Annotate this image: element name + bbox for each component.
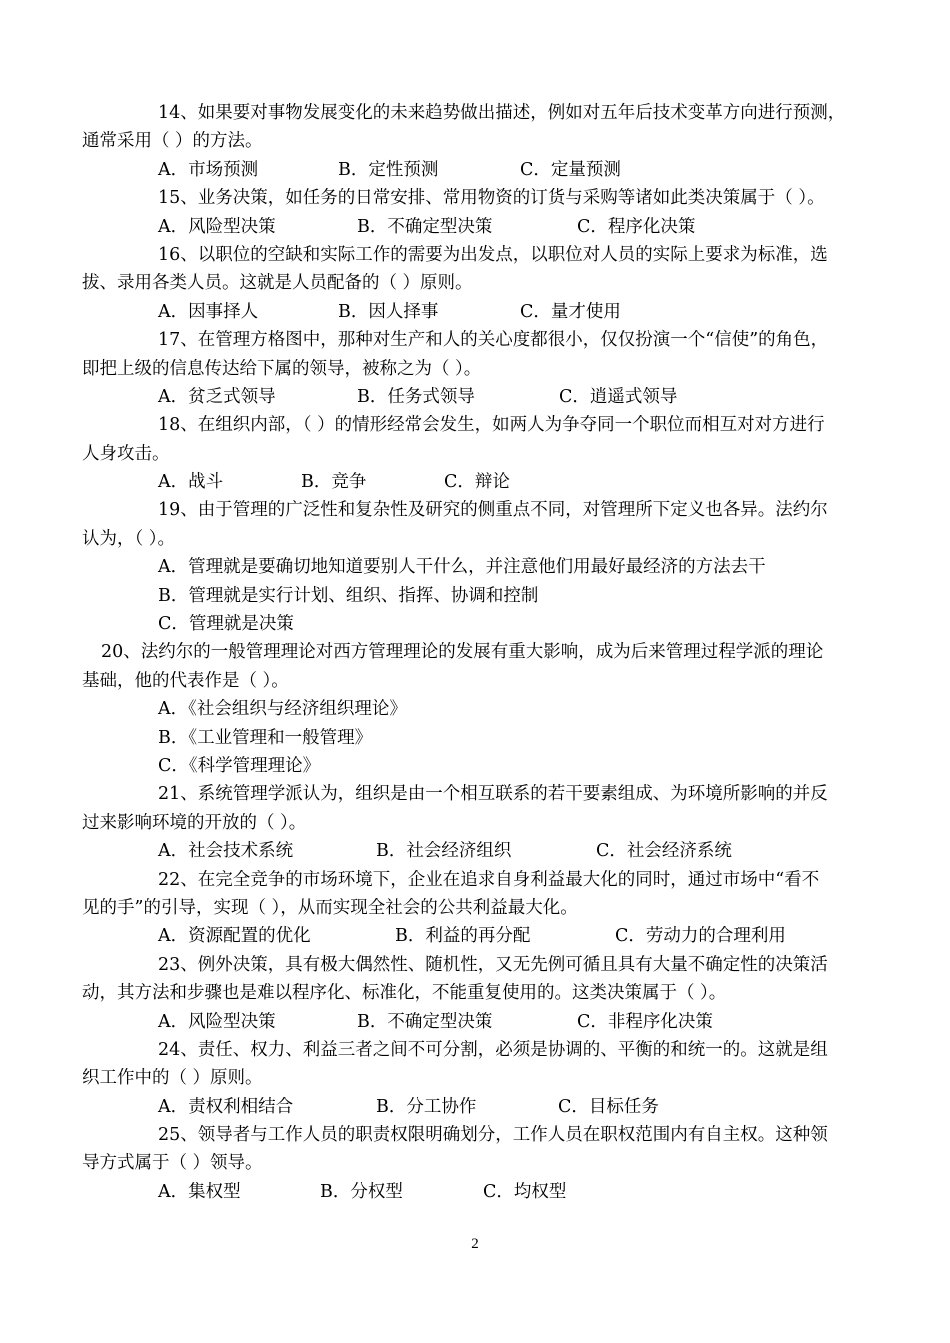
option-b: B．《工业管理和一般管理》 — [158, 727, 373, 748]
option-c: C．逍遥式领导 — [559, 386, 678, 407]
option-a: A．社会技术系统 — [158, 841, 294, 862]
option-c: C．《科学管理理论》 — [158, 755, 321, 776]
option-row — [82, 922, 888, 950]
question-text: 20、法约尔的一般管理理论对西方管理理论的发展有重大影响，成为后来管理过程学派的理论 — [101, 642, 824, 663]
question-text: 16、以职位的空缺和实际工作的需要为出发点，以职位对人员的实际上要求为标准，选 — [158, 244, 828, 265]
option-a: A．集权型 — [158, 1181, 241, 1202]
question-24 — [82, 1036, 888, 1121]
question-text: 过来影响环境的开放的（ ）。 — [82, 812, 307, 833]
option-b: B．不确定型决策 — [357, 216, 493, 237]
option-c: C．定量预测 — [520, 159, 621, 180]
option-row — [82, 1093, 888, 1121]
question-14 — [82, 99, 888, 184]
page-number: 2 — [471, 1236, 479, 1252]
option-c: C．社会经济系统 — [596, 841, 732, 862]
question-text: 认为，（ ）。 — [82, 528, 176, 549]
option-row — [82, 213, 888, 241]
option-c: C．均权型 — [483, 1181, 567, 1202]
question-text: 人身攻击。 — [82, 443, 170, 464]
question-text: 19、由于管理的广泛性和复杂性及研究的侧重点不同，对管理所下定义也各异。法约尔 — [158, 500, 828, 521]
question-text: 25、领导者与工作人员的职责权限明确划分，工作人员在职权范围内有自主权。这种领 — [158, 1125, 828, 1146]
option-c: C．量才使用 — [520, 301, 621, 322]
question-text: 基础，他的代表作是（ ）。 — [82, 670, 289, 691]
option-row — [82, 1178, 888, 1206]
option-row — [82, 1008, 888, 1036]
question-text: 21、系统管理学派认为，组织是由一个相互联系的若干要素组成、为环境所影响的并反 — [158, 784, 828, 805]
option-a: A．贫乏式领导 — [158, 386, 276, 407]
option-row — [82, 837, 888, 865]
option-a: A．责权利相结合 — [158, 1096, 294, 1117]
option-b: B．竞争 — [301, 472, 367, 493]
question-18 — [82, 411, 888, 496]
option-b: B．定性预测 — [338, 159, 439, 180]
option-row — [82, 383, 888, 411]
question-25 — [82, 1121, 888, 1206]
option-a: A．市场预测 — [158, 159, 259, 180]
question-text: 导方式属于（ ）领导。 — [82, 1153, 263, 1174]
question-text: 通常采用（ ）的方法。 — [82, 131, 263, 152]
question-16 — [82, 241, 888, 326]
question-text: 织工作中的（ ）原则。 — [82, 1068, 263, 1089]
option-b: B．管理就是实行计划、组织、指挥、协调和控制 — [158, 585, 539, 606]
option-row — [82, 298, 888, 326]
option-a: A．风险型决策 — [158, 1011, 276, 1032]
option-c: C．非程序化决策 — [577, 1011, 713, 1032]
option-a: A．因事择人 — [158, 301, 259, 322]
question-17 — [82, 326, 888, 411]
question-text: 见的手”的引导，实现（ ），从而实现全社会的公共利益最大化。 — [82, 897, 578, 918]
option-b: B．不确定型决策 — [357, 1011, 493, 1032]
option-b: B．分工协作 — [376, 1096, 477, 1117]
question-23 — [82, 951, 888, 1036]
question-text: 14、如果要对事物发展变化的未来趋势做出描述，例如对五年后技术变革方向进行预测， — [158, 103, 846, 123]
question-text: 17、在管理方格图中，那种对生产和人的关心度都很小，仅仅扮演一个“信使”的角色， — [158, 330, 829, 351]
question-text: 22、在完全竞争的市场环境下，企业在追求自身利益最大化的同时，通过市场中“看不 — [158, 869, 820, 890]
option-a: A．资源配置的优化 — [158, 926, 311, 947]
option-c: C．辩论 — [444, 472, 510, 493]
question-text: 23、例外决策，具有极大偶然性、随机性，又无先例可循且具有大量不确定性的决策活 — [158, 954, 828, 975]
question-text: 拔、录用各类人员。这就是人员配备的（ ）原则。 — [82, 273, 473, 294]
option-a: A．风险型决策 — [158, 216, 276, 237]
option-b: B．分权型 — [320, 1181, 403, 1202]
option-row — [82, 468, 888, 496]
question-text: 15、业务决策，如任务的日常安排、常用物资的订货与采购等诸如此类决策属于（ ）。 — [158, 188, 825, 209]
option-a: A．《社会组织与经济组织理论》 — [158, 699, 407, 720]
question-21 — [82, 780, 888, 865]
question-15 — [82, 184, 888, 241]
question-text: 即把上级的信息传达给下属的领导，被称之为（ ）。 — [82, 358, 482, 379]
option-c: C．目标任务 — [558, 1096, 659, 1117]
question-19 — [82, 496, 888, 638]
option-c: C．劳动力的合理利用 — [615, 926, 786, 947]
question-text: 动，其方法和步骤也是难以程序化、标准化，不能重复使用的。这类决策属于（ ）。 — [82, 983, 727, 1004]
option-row — [82, 156, 888, 184]
option-b: B．利益的再分配 — [395, 926, 531, 947]
question-list — [82, 99, 888, 1206]
option-c: C．程序化决策 — [577, 216, 696, 237]
option-a: A．管理就是要确切地知道要别人干什么，并注意他们用最好最经济的方法去干 — [158, 557, 766, 578]
question-text: 18、在组织内部，（ ）的情形经常会发生，如两人为争夺同一个职位而相互对对方进行 — [158, 415, 825, 436]
option-c: C．管理就是决策 — [158, 614, 294, 635]
question-20 — [82, 638, 888, 780]
question-text: 24、责任、权力、利益三者之间不可分割，必须是协调的、平衡的和统一的。这就是组 — [158, 1039, 828, 1060]
option-a: A．战斗 — [158, 472, 224, 493]
option-b: B．任务式领导 — [357, 386, 475, 407]
option-b: B．社会经济组织 — [376, 841, 512, 862]
question-22 — [82, 866, 888, 951]
option-b: B．因人择事 — [338, 301, 439, 322]
